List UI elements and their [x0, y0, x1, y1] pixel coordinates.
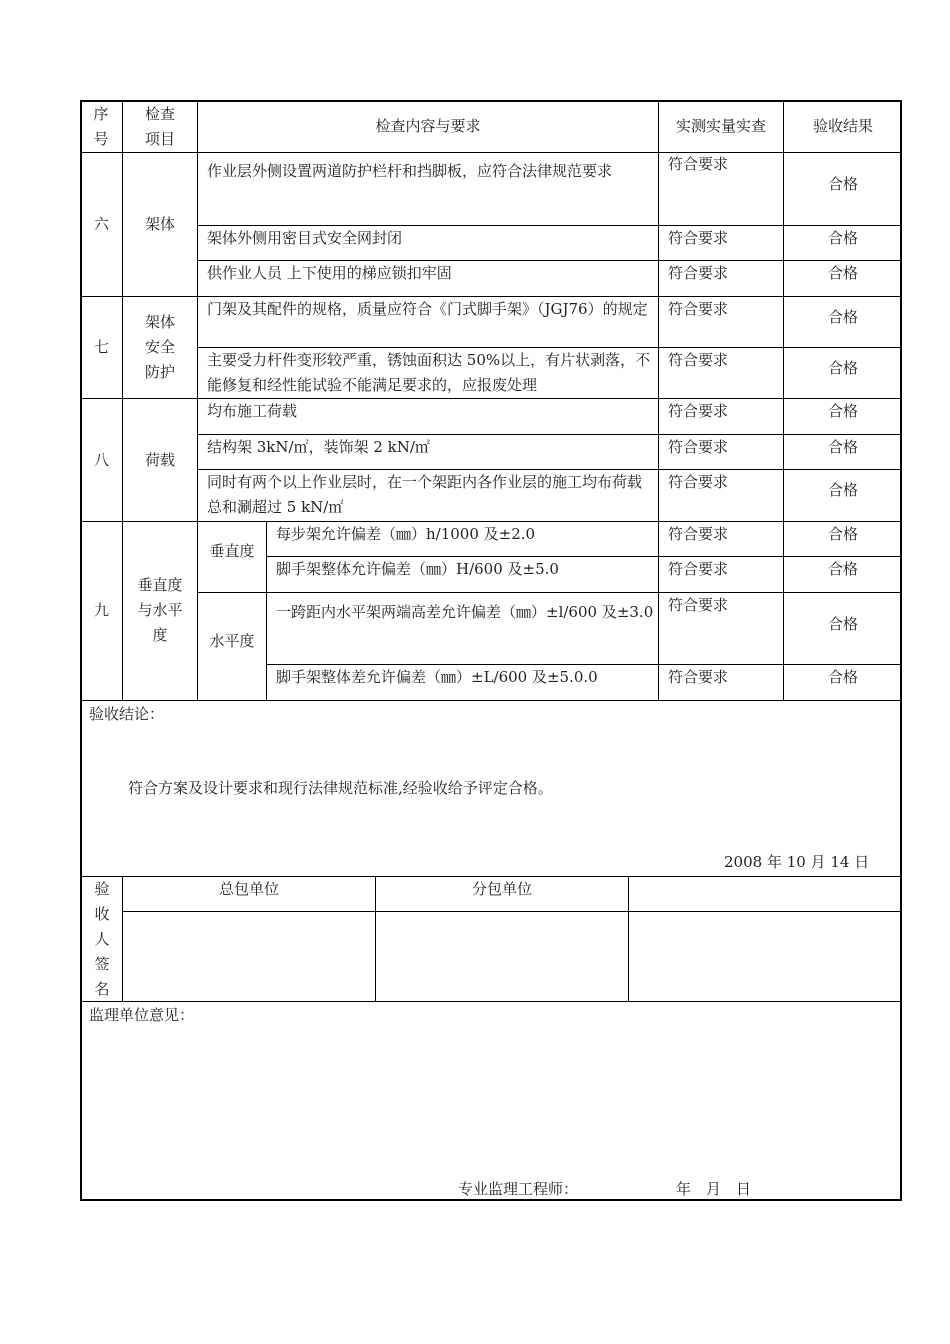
grid-line	[658, 100, 659, 700]
conclusion-label: 验收结论：	[89, 705, 165, 723]
result-value: 合格	[827, 615, 858, 633]
requirement-text: 门架及其配件的规格，质量应符合《门式脚手架》（JGJ76）的规定	[207, 300, 648, 318]
supervision-date: 年 月 日	[676, 1180, 752, 1198]
general-contractor-signature-cell[interactable]	[123, 912, 375, 1001]
measured-value: 符合要求	[668, 229, 729, 247]
measured-value: 符合要求	[668, 596, 729, 614]
section-number: 六	[93, 215, 109, 233]
requirement-text: 一跨距内水平架两端高差允许偏差（㎜）±l/600 及±3.0	[276, 603, 654, 621]
supervision-label: 监理单位意见：	[89, 1006, 195, 1024]
subcontractor-signature-cell[interactable]	[376, 912, 628, 1001]
section-number: 八	[93, 451, 109, 469]
section-item: 垂直度与水平度	[137, 576, 183, 644]
measured-value: 符合要求	[668, 438, 729, 456]
requirement-text: 架体外侧用密目式安全网封闭	[207, 229, 403, 247]
section-item: 架体	[144, 215, 175, 233]
measured-value: 符合要求	[668, 473, 729, 491]
header-seq: 序号	[93, 105, 109, 148]
sub-item-horizontal: 水平度	[209, 632, 255, 650]
measured-value: 符合要求	[668, 351, 729, 369]
requirement-text: 均布施工荷载	[207, 402, 298, 420]
result-value: 合格	[827, 438, 858, 456]
measured-value: 符合要求	[668, 560, 729, 578]
requirement-text: 供作业人员 上下使用的梯应锁扣牢固	[207, 264, 452, 282]
sub-item-vertical: 垂直度	[209, 542, 255, 560]
header-item: 检查项目	[144, 105, 175, 148]
section-item: 荷载	[144, 451, 175, 469]
grid-line	[80, 1001, 902, 1002]
requirement-text: 脚手架整体差允许偏差（㎜）±L/600 及±5.0.0	[276, 668, 598, 686]
requirement-text: 脚手架整体允许偏差（㎜）H/600 及±5.0	[276, 560, 559, 578]
result-value: 合格	[827, 481, 858, 499]
result-value: 合格	[827, 359, 858, 377]
measured-value: 符合要求	[668, 300, 729, 318]
header-result: 验收结果	[812, 117, 873, 135]
measured-value: 符合要求	[668, 668, 729, 686]
header-content: 检查内容与要求	[375, 117, 481, 135]
subcontractor-header: 分包单位	[471, 880, 532, 898]
result-value: 合格	[827, 175, 858, 193]
measured-value: 符合要求	[668, 525, 729, 543]
result-value: 合格	[827, 308, 858, 326]
general-contractor-header: 总包单位	[218, 880, 279, 898]
result-value: 合格	[827, 525, 858, 543]
grid-line	[122, 100, 123, 700]
measured-value: 符合要求	[668, 402, 729, 420]
measured-value: 符合要求	[668, 264, 729, 282]
result-value: 合格	[827, 560, 858, 578]
result-value: 合格	[827, 264, 858, 282]
signature-label: 验收人签名	[94, 880, 110, 998]
result-value: 合格	[827, 402, 858, 420]
requirement-text: 作业层外侧设置两道防护栏杆和挡脚板，应符合法律规范要求	[207, 162, 613, 180]
requirement-text: 每步架允许偏差（㎜）h/1000 及±2.0	[276, 525, 536, 543]
section-number: 七	[93, 338, 109, 356]
requirement-text: 同时有两个以上作业层时，在一个架距内各作业层的施工均布荷载总和涮超过 5 kN/㎡	[207, 473, 643, 516]
result-value: 合格	[827, 229, 858, 247]
conclusion-date: 2008 年 10 月 14 日	[724, 853, 870, 871]
section-item: 架体安全防护	[144, 313, 175, 381]
header-measured: 实测实量实查	[675, 117, 766, 135]
measured-value: 符合要求	[668, 155, 729, 173]
grid-line	[80, 398, 902, 399]
supervision-engineer-label: 专业监理工程师：	[458, 1180, 579, 1198]
requirement-text: 主要受力杆件变形较严重，锈蚀面积达 50%以上，有片状剥落，不能修复和经性能试验不能满足要求的，应报废处理	[207, 351, 651, 394]
extra-signature-cell[interactable]	[629, 912, 901, 1001]
result-value: 合格	[827, 668, 858, 686]
conclusion-text: 符合方案及设计要求和现行法律规范标准,经验收给予评定合格。	[128, 779, 553, 797]
grid-line	[197, 100, 198, 700]
requirement-text: 结构架 3kN/㎡，装饰架 2 kN/㎡	[207, 438, 430, 456]
section-number: 九	[93, 601, 109, 619]
grid-line	[266, 521, 267, 700]
grid-line	[80, 700, 902, 701]
